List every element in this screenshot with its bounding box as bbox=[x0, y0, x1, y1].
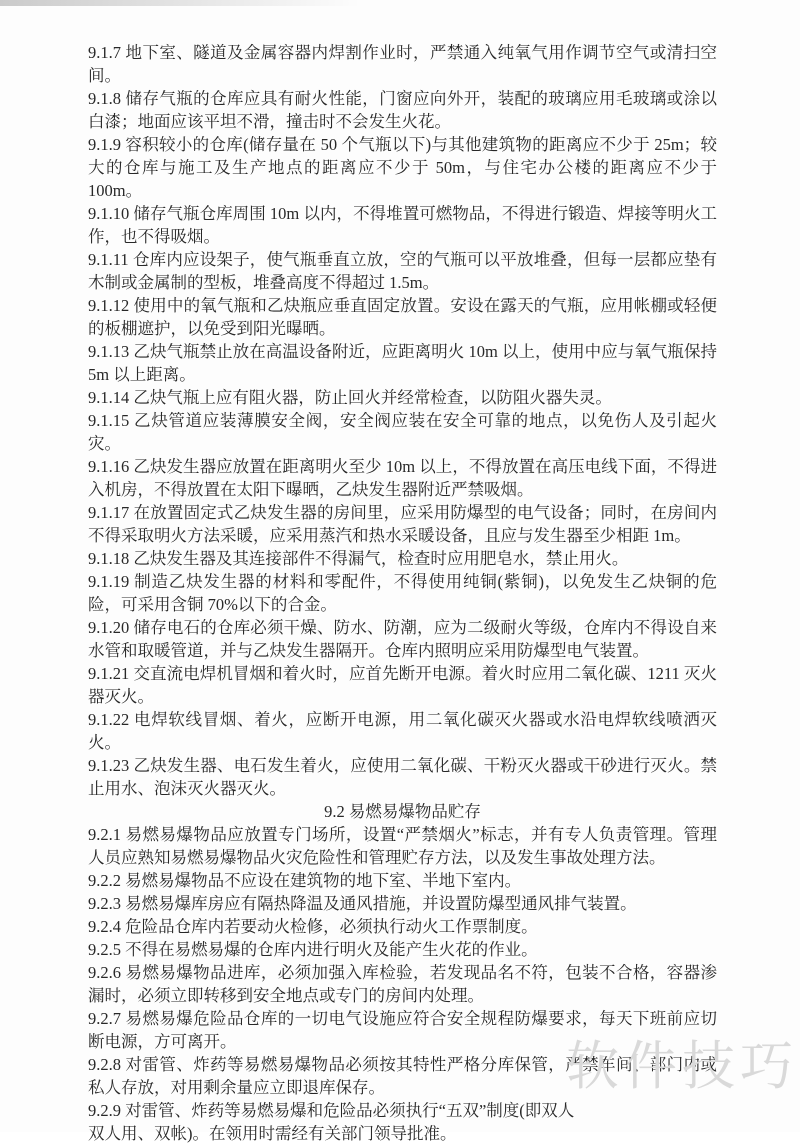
regulation-item: 9.1.16 乙炔发生器应放置在距离明火至少 10m 以上，不得放置在高压电线下面，不得进入机房，不得放置在太阳下曝晒，乙炔发生器附近严禁吸烟。 bbox=[88, 457, 717, 499]
watermark-text: 软件技巧 bbox=[566, 1037, 798, 1096]
regulation-item: 9.1.11 仓库内应设架子，使气瓶垂直立放，空的气瓶可以平放堆叠，但每一层都应垫有木制或金属制的型板，堆叠高度不得超过 1.5m。 bbox=[88, 250, 717, 292]
regulation-item: 9.1.10 储存气瓶仓库周围 10m 以内，不得堆置可燃物品，不得进行锻造、焊接等明火工作，也不得吸烟。 bbox=[88, 204, 717, 246]
regulation-item: 9.1.13 乙炔气瓶禁止放在高温设备附近，应距离明火 10m 以上，使用中应与氧气瓶保持 5m 以上距离。 bbox=[88, 342, 717, 384]
regulation-item: 9.1.23 乙炔发生器、电石发生着火，应使用二氧化碳、干粉灭火器或干砂进行灭火。禁止用水、泡沫灭火器灭火。 bbox=[88, 756, 717, 798]
regulation-item: 9.1.18 乙炔发生器及其连接部件不得漏气，检查时应用肥皂水，禁止用火。 bbox=[88, 549, 629, 568]
regulation-item: 9.2.3 易燃易爆库房应有隔热降温及通风措施，并设置防爆型通风排气装置。 bbox=[88, 894, 637, 913]
regulation-item: 9.2.4 危险品仓库内若要动火检修，必须执行动火工作票制度。 bbox=[88, 917, 538, 936]
regulation-item: 9.1.8 储存气瓶的仓库应具有耐火性能，门窗应向外开，装配的玻璃应用毛玻璃或涂以白漆；地面应该平坦不滑，撞击时不会发生火花。 bbox=[88, 89, 717, 131]
regulation-item: 9.1.20 储存电石的仓库必须干燥、防水、防潮，应为二级耐火等级，仓库内不得设自来水管和取暖管道，并与乙炔发生器隔开。仓库内照明应采用防爆型电气装置。 bbox=[88, 618, 717, 660]
regulation-item: 9.1.21 交直流电焊机冒烟和着火时，应首先断开电源。着火时应用二氧化碳、1211 灭火器灭火。 bbox=[88, 664, 717, 706]
regulation-item: 9.2.8 对雷管、炸药等易燃易爆物品必须按其特性严格分库保管，严禁车间、部门内或私人存放，对用剩余量应立即退库保存。 bbox=[88, 1055, 717, 1097]
scan-artifact-top-edge bbox=[0, 0, 360, 6]
regulation-item: 9.2.2 易燃易爆物品不应设在建筑物的地下室、半地下室内。 bbox=[88, 871, 522, 890]
section-heading: 9.2 易燃易爆物品贮存 bbox=[324, 802, 481, 821]
regulation-item: 9.1.15 乙炔管道应装薄膜安全阀，安全阀应装在安全可靠的地点，以免伤人及引起火灾。 bbox=[88, 411, 717, 453]
regulation-item: 9.1.9 容积较小的仓库(储存量在 50 个气瓶以下)与其他建筑物的距离应不少于 25m；较大的仓库与施工及生产地点的距离应不少于 50m，与住宅办公楼的距离应不少于 100m。 bbox=[88, 135, 717, 200]
regulation-item: 9.2.1 易燃易爆物品应放置专门场所，设置“严禁烟火”标志，并有专人负责管理。管理人员应熟知易燃易爆物品火灾危险性和管理贮存方法，以及发生事故处理方法。 bbox=[88, 825, 717, 867]
regulation-item: 9.2.6 易燃易爆物品进库，必须加强入库检验，若发现品名不符，包装不合格，容器渗漏时，必须立即转移到安全地点或专门的房间内处理。 bbox=[88, 963, 717, 1005]
regulation-item: 9.1.17 在放置固定式乙炔发生器的房间里，应采用防爆型的电气设备；同时，在房间内不得采取明火方法采暖，应采用蒸汽和热水采暖设备，且应与发生器至少相距 1m。 bbox=[88, 503, 717, 545]
regulation-item: 9.2.7 易燃易爆危险品仓库的一切电气设施应符合安全规程防爆要求，每天下班前应切断电源，方可离开。 bbox=[88, 1009, 717, 1051]
regulation-item: 9.1.19 制造乙炔发生器的材料和零配件，不得使用纯铜(紫铜)，以免发生乙炔铜的危险，可采用含铜 70%以下的合金。 bbox=[88, 572, 717, 614]
regulation-item: 9.2.9 对雷管、炸药等易燃易爆和危险品必须执行“五双”制度(即双人 双人用、双帐)。在领用时需经有关部门领导批准。 bbox=[88, 1101, 575, 1143]
regulation-item: 9.1.22 电焊软线冒烟、着火，应断开电源，用二氧化碳灭火器或水沿电焊软线喷洒灭火。 bbox=[88, 710, 717, 752]
regulation-item: 9.1.7 地下室、隧道及金属容器内焊割作业时，严禁通入纯氧气用作调节空气或清扫空间。 bbox=[88, 43, 717, 85]
regulation-item: 9.1.14 乙炔气瓶上应有阻火器，防止回火并经常检查，以防阻火器失灵。 bbox=[88, 388, 612, 407]
regulation-item: 9.2.5 不得在易燃易爆的仓库内进行明火及能产生火花的作业。 bbox=[88, 940, 538, 959]
regulation-item: 9.1.12 使用中的氧气瓶和乙炔瓶应垂直固定放置。安设在露天的气瓶，应用帐棚或轻便的板棚遮护，以免受到阳光曝晒。 bbox=[88, 296, 717, 338]
document-body bbox=[88, 41, 717, 1145]
